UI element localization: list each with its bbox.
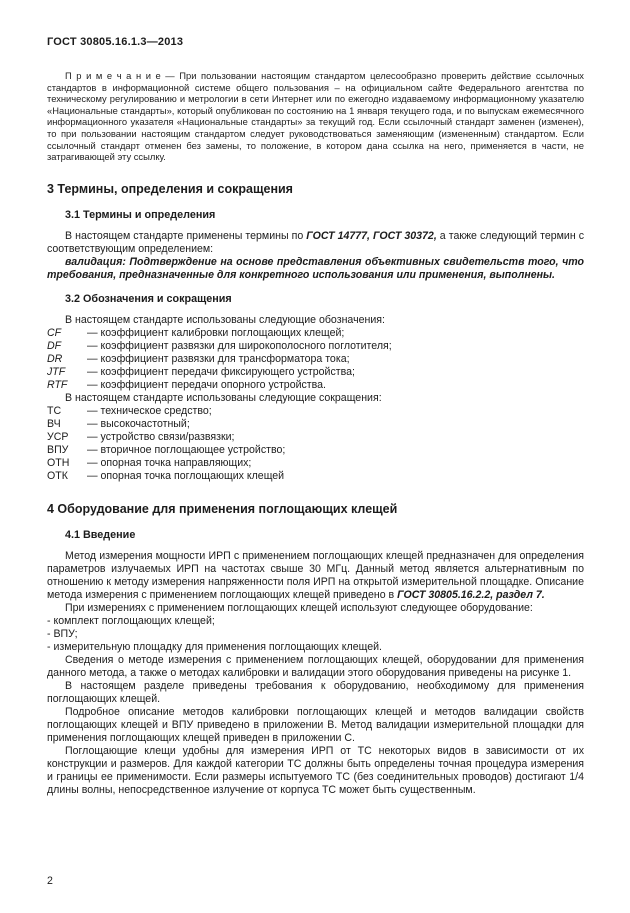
abbreviation-item	[47, 457, 584, 470]
terms-intro-text: В настоящем стандарте применены термины по	[65, 229, 307, 242]
abbreviation-text: — опорная точка направляющих;	[87, 456, 252, 469]
abbreviation-text: — опорная точка поглощающих клещей	[87, 469, 285, 482]
abbreviation-abbr: ОТН	[47, 456, 70, 469]
designation-text: — коэффициент передачи фиксирующего устройства;	[87, 365, 355, 378]
abbreviation-item	[47, 418, 584, 431]
gost-references: ГОСТ 14777, ГОСТ 30372,	[306, 229, 437, 242]
section-4-title: 4 Оборудование для применения поглощающих клещей	[47, 501, 398, 516]
section-3-title: 3 Термины, определения и сокращения	[47, 181, 293, 196]
paragraph-clamp-applicability: Поглощающие клещи удобны для измерения ИРП от ТС некоторых видов в зависимости от их конструкции и размеров. Для каждой категории ТС должны быть определены точная процедура измерения и границы ее применимости. Если размеры испытуемого ТС (без соединительных проводов) достигают 1/4 длины волны, непосредственное излучение от корпуса ТС может быть существенным.	[47, 744, 584, 796]
abbreviation-text: — устройство связи/развязки;	[87, 430, 235, 443]
page-number: 2	[47, 875, 53, 887]
designation-item	[47, 379, 584, 392]
designation-text: — коэффициент передачи опорного устройства.	[87, 378, 327, 391]
paragraph-method-description	[47, 550, 584, 602]
gost-reference-section7: ГОСТ 30805.16.2.2, раздел 7.	[397, 588, 545, 601]
designation-item	[47, 327, 584, 340]
terms-intro-text-2: а также следующий термин с соответствующим определением:	[47, 229, 584, 255]
paragraph-requirements: В настоящем разделе приведены требования к оборудованию, необходимому для применения поглощающих клещей.	[47, 679, 584, 705]
abbreviation-abbr: ВЧ	[47, 417, 61, 430]
paragraph-figure-reference: Сведения о методе измерения с применением поглощающих клещей, оборудовании для применения данного метода, а также о методах калибровки и валидации этого оборудования приведены на рисунке 1.	[47, 653, 584, 679]
abbreviation-item	[47, 444, 584, 457]
designation-text: — коэффициент развязки для трансформатора тока;	[87, 352, 350, 365]
designation-abbr: RTF	[47, 378, 68, 391]
section-3-2-title: 3.2 Обозначения и сокращения	[65, 292, 232, 305]
abbreviation-item	[47, 405, 584, 418]
section-3-1-title: 3.1 Термины и определения	[65, 208, 216, 221]
abbreviation-abbr: ВПУ	[47, 443, 69, 456]
designation-item	[47, 353, 584, 366]
equipment-list-item: - измерительную площадку для применения поглощающих клещей.	[47, 640, 382, 653]
abbreviation-abbr: УСР	[47, 430, 69, 443]
abbreviation-abbr: ОТК	[47, 469, 68, 482]
designation-text: — коэффициент развязки для широкополосного поглотителя;	[87, 339, 392, 352]
note-paragraph: П р и м е ч а н и е — При пользовании настоящим стандартом целесообразно проверить действие ссылочных стандартов в информационной системе общего пользования – на официальном сайте Федерального агентства по техническому регулированию и метрологии в сети Интернет или по ежегодно издаваемому информационному указателю «Национальные стандарты», который опубликован по состоянию на 1 января текущего года, и по выпускам ежемесячного информационного указателя «Национальные стандарты» за текущий год. Если ссылочный стандарт заменен (изменен), то при пользовании настоящим стандартом следует руководствоваться заменяющим (измененным) стандартом. Если ссылочный стандарт отменен без замены, то положение, в котором дана ссылка на него, применяется в части, не затрагивающей эту ссылку.	[47, 70, 584, 163]
designation-text: — коэффициент калибровки поглощающих клещей;	[87, 326, 345, 339]
section-4-1-title: 4.1 Введение	[65, 528, 136, 541]
designation-abbr: DF	[47, 339, 62, 352]
paragraph-abbreviations-intro: В настоящем стандарте использованы следующие сокращения:	[65, 391, 382, 404]
designation-abbr: DR	[47, 352, 63, 365]
designation-item	[47, 340, 584, 353]
paragraph-validation-definition: валидация: Подтверждение на основе представления объективных свидетельств того, что требования, предназначенные для конкретного использования или применения, выполнены.	[47, 255, 584, 281]
abbreviation-text: — высокочастотный;	[87, 417, 190, 430]
paragraph-calibration-methods: Подробное описание методов калибровки поглощающих клещей и методов валидации свойств поглощающих клещей и ВПУ приведено в приложении В. Метод валидации измерительной площадки для применения поглощающих клещей приведен в приложении С.	[47, 705, 584, 744]
abbreviation-item	[47, 431, 584, 444]
abbreviation-item	[47, 470, 584, 483]
method-text: Метод измерения мощности ИРП с применением поглощающих клещей предназначен для определения параметров излучаемых ИРП на частотах свыше 30 МГц. Данный метод является альтернативным по отношению к методу измерения напряженности поля ИРП на открытой измерительной площадке. Описание метода измерения с применением поглощающих клещей приведено в	[47, 549, 584, 601]
paragraph-terms-intro	[47, 230, 584, 256]
designation-abbr: CF	[47, 326, 62, 339]
designation-item	[47, 366, 584, 379]
paragraph-designations-intro: В настоящем стандарте использованы следующие обозначения:	[65, 313, 385, 326]
abbreviation-abbr: ТС	[47, 404, 62, 417]
designation-abbr: JTF	[47, 365, 66, 378]
abbreviation-text: — вторичное поглощающее устройство;	[87, 443, 286, 456]
equipment-list-item: - ВПУ;	[47, 627, 78, 640]
paragraph-equipment-intro: При измерениях с применением поглощающих клещей используют следующее оборудование:	[65, 601, 533, 614]
document-header: ГОСТ 30805.16.1.3—2013	[47, 36, 184, 48]
abbreviation-text: — техническое средство;	[87, 404, 212, 417]
equipment-list-item: - комплект поглощающих клещей;	[47, 614, 215, 627]
